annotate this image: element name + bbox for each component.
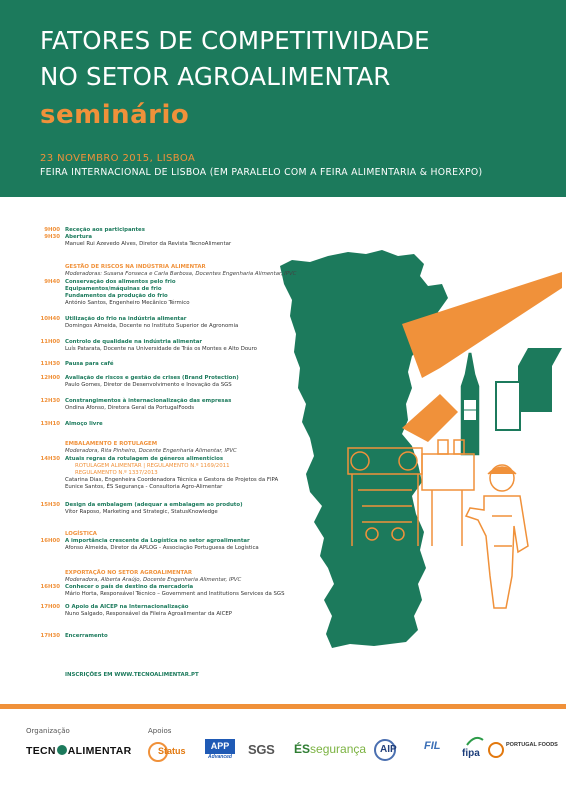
session-detail: Moderadora, Rita Pinheiro, Docente Engenharia Alimentar, IPVC: [65, 448, 237, 454]
status-knowledge-logo: Status: [148, 740, 198, 764]
footer-divider: [0, 704, 566, 709]
session-detail: Mário Horta, Responsável Técnico – Government and Institutions Services da SGS: [65, 591, 285, 597]
session-title: Avaliação de riscos e gestão de crises (Brand Protection): [65, 375, 239, 381]
session-title: Conhecer o país de destino da mercadoria: [65, 584, 194, 590]
section-heading: EMBALAMENTO E ROTULAGEM: [65, 441, 158, 447]
session-detail: REGULAMENTO N.º 1337/2013: [75, 470, 158, 476]
sgs-logo: SGS: [248, 742, 275, 757]
session-detail: Vítor Raposo, Marketing and Strategic, StatusKnowledge: [65, 509, 218, 515]
session-detail: Manuel Rui Azevedo Alves, Diretor da Revista TecnoAlimentar: [65, 241, 232, 247]
program-time: 11H30: [40, 361, 60, 367]
page-title-line1: FATORES DE COMPETITIVIDADE: [40, 26, 430, 55]
session-detail: Luís Patarata, Docente na Universidade de Trás os Montes e Alto Douro: [65, 346, 257, 352]
tecnoalimentar-logo: TECN ALIMENTAR: [26, 745, 132, 757]
page-title-line2: NO SETOR AGROALIMENTAR: [40, 62, 391, 91]
portugal-foods-logo: PORTUGAL FOODS: [488, 740, 548, 764]
session-detail: António Santos, Engenheiro Mecânico Térmico: [65, 300, 190, 306]
page-subtitle: seminário: [40, 100, 190, 130]
session-title: O Apoio da AICEP na Internacionalização: [65, 604, 189, 610]
organization-label: Organização: [26, 727, 70, 735]
session-title: A importância crescente da Logística no setor agroalimentar: [65, 538, 250, 544]
section-heading: EXPORTAÇÃO NO SETOR AGROALIMENTAR: [65, 570, 193, 576]
fipa-mark-icon: [466, 736, 484, 746]
event-date: 23 NOVEMBRO 2015, LISBOA: [40, 153, 196, 164]
session-detail: Moderadora, Alberta Araújo, Docente Engenharia Alimentar, IPVC: [65, 577, 242, 583]
registration-link[interactable]: INSCRIÇÕES EM WWW.TECNOALIMENTAR.PT: [65, 672, 199, 678]
program-time: 17H30: [40, 633, 60, 639]
session-title: Conservação dos alimentos pelo frio: [65, 279, 176, 285]
session-detail: Moderadoras: Susana Fonseca e Carla Barbosa, Docentes Engenharia Alimentar, IPVC: [65, 271, 297, 277]
factory-worker-icon: [466, 465, 528, 608]
program-time: 17H00: [40, 604, 60, 610]
session-title: Fundamentos da produção do frio: [65, 293, 168, 299]
es-seguranca-logo: ÉSsegurança: [294, 742, 367, 756]
session-title: Receção aos participantes: [65, 227, 145, 233]
session-title: Abertura: [65, 234, 93, 240]
session-detail: Catarina Dias, Engenheira Coordenadora Técnica e Gestora de Projetos da FIPA: [65, 477, 279, 483]
program-time: 15H30: [40, 502, 60, 508]
program-time: 12H30: [40, 398, 60, 404]
session-detail: Paulo Gomes, Diretor de Desenvolvimento e Inovação da SGS: [65, 382, 232, 388]
session-title: Almoço livre: [65, 421, 103, 427]
program-time: 9H30: [44, 234, 60, 240]
program-time: 12H00: [40, 375, 60, 381]
session-title: Utilização do frio na indústria alimentar: [65, 316, 187, 322]
session-detail: ROTULAGEM ALIMENTAR | REGULAMENTO N.º 1169/2011: [75, 463, 230, 469]
event-venue: FEIRA INTERNACIONAL DE LISBOA (EM PARALELO COM A FEIRA ALIMENTARIA & HOREXPO): [40, 167, 483, 178]
section-heading: GESTÃO DE RISCOS NA INDÚSTRIA ALIMENTAR: [65, 264, 206, 270]
session-detail: Ondina Afonso, Diretora Geral da PortugalFoods: [65, 405, 195, 411]
session-title: Equipamentos/máquinas de frio: [65, 286, 162, 292]
session-title: Encerramento: [65, 633, 108, 639]
program-time: 13H10: [40, 421, 60, 427]
program-time: 9H00: [44, 227, 60, 233]
session-detail: Nuno Salgado, Responsável da Fileira Agroalimentar da AICEP: [65, 611, 233, 617]
program-time: 11H00: [40, 339, 60, 345]
program-time: 14H30: [40, 456, 60, 462]
session-title: Atuais regras da rotulagem de géneros alimentícios: [65, 456, 224, 462]
header-banner: [0, 0, 566, 197]
program-time: 10H40: [40, 316, 60, 322]
fipa-logo: fipa: [462, 748, 480, 759]
session-title: Constrangimentos à internacionalização das empresas: [65, 398, 232, 404]
program-time: 16H00: [40, 538, 60, 544]
session-detail: Eunice Santos, ÉS Segurança - Consultoria Agro-Alimentar: [65, 484, 223, 490]
aip-logo: AIP: [374, 739, 408, 761]
session-detail: Afonso Almeida, Diretor da APLOG - Associação Portuguesa de Logística: [65, 545, 259, 551]
logo-o-mark: [57, 745, 67, 755]
session-title: Pausa para café: [65, 361, 114, 367]
section-heading: LOGÍSTICA: [65, 531, 97, 537]
app-advanced-logo: APP Advanced: [205, 739, 235, 761]
program-time: 9H40: [44, 279, 60, 285]
fil-logo: FIL: [424, 740, 441, 752]
session-title: Controlo de qualidade na indústria alimentar: [65, 339, 203, 345]
session-title: Design da embalagem (adequar a embalagem ao produto): [65, 502, 243, 508]
supporters-label: Apoios: [148, 727, 172, 735]
program-time: 16H30: [40, 584, 60, 590]
session-detail: Domingos Almeida, Docente no Instituto Superior de Agronomia: [65, 323, 239, 329]
